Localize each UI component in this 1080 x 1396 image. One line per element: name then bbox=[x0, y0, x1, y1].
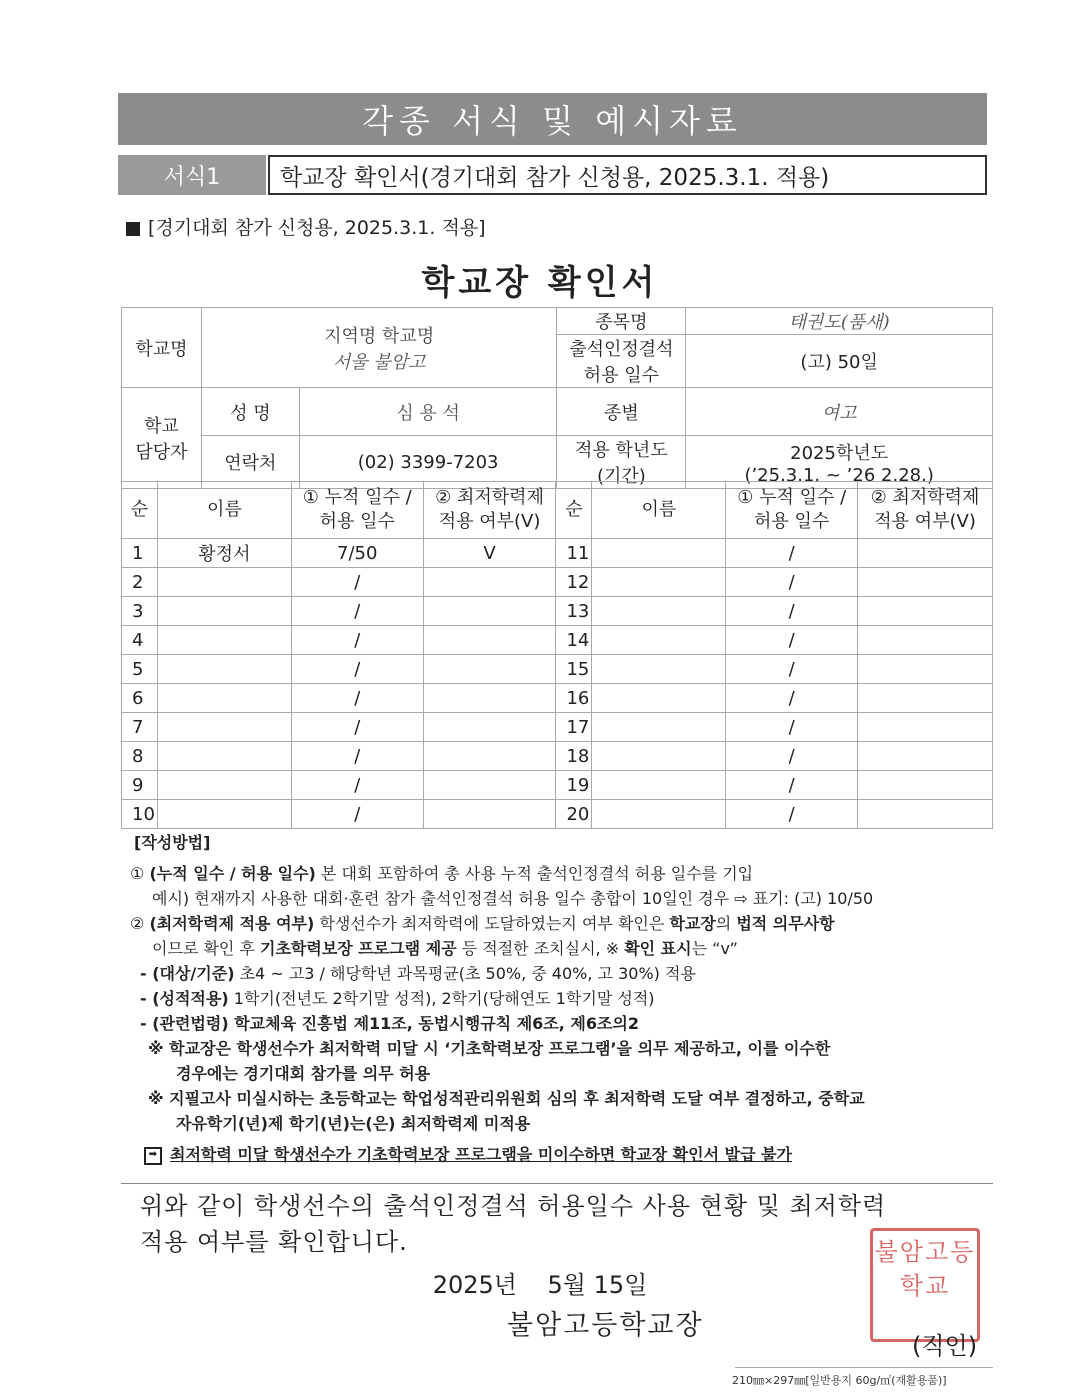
row-days: / bbox=[291, 626, 423, 655]
absence-label-line2: 허용 일수 bbox=[583, 365, 660, 386]
note-2-line2-b: 등 적절한 조치실시, ※ bbox=[456, 939, 625, 958]
note-2-text-a: 학생선수가 최저학력에 도달하였는지 여부 확인은 bbox=[314, 914, 670, 933]
row-no-right: 16 bbox=[556, 684, 592, 713]
table-row bbox=[122, 742, 993, 771]
detail-2-text: 1학기(전년도 2학기말 성적), 2학기(당해연도 1학기말 성적) bbox=[228, 989, 655, 1008]
row-name bbox=[157, 568, 291, 597]
note-2-b3: 기초학력보장 프로그램 제공 bbox=[260, 939, 457, 958]
year-label-line2: (기간) bbox=[596, 466, 646, 487]
row-no: 7 bbox=[122, 713, 158, 742]
row-min bbox=[423, 626, 556, 655]
row-no: 1 bbox=[122, 539, 158, 568]
row-min bbox=[423, 655, 556, 684]
table-row bbox=[122, 771, 993, 800]
note-2-line2-a: 이므로 확인 후 bbox=[152, 939, 260, 958]
header-min-right bbox=[858, 482, 993, 539]
row-name bbox=[157, 800, 291, 829]
row-days: / bbox=[291, 597, 423, 626]
header-min-line2: 적용 여부(V) bbox=[438, 511, 541, 532]
subtitle-text: [경기대회 참가 신청용, 2025.3.1. 적용] bbox=[148, 217, 486, 239]
row-min bbox=[423, 771, 556, 800]
row-name-right bbox=[592, 539, 726, 568]
table-header-row bbox=[122, 482, 993, 539]
header-days-line2: 허용 일수 bbox=[319, 511, 395, 532]
year-value-line1: 2025학년도 bbox=[790, 442, 889, 464]
row-min bbox=[423, 800, 556, 829]
row-name-right bbox=[592, 800, 726, 829]
note-2-mark: ② bbox=[130, 914, 145, 933]
detail-3: - (관련법령) 학교체육 진흥법 제11조, 동법시행규칙 제6조, 제6조의2 bbox=[140, 1014, 640, 1033]
note-2-b1: 학교장 bbox=[669, 914, 716, 933]
table-row bbox=[122, 713, 993, 742]
school-header: 지역명 학교명 bbox=[324, 325, 435, 347]
row-name-right bbox=[592, 771, 726, 800]
row-days-right: / bbox=[726, 771, 858, 800]
row-days: 7/50 bbox=[291, 539, 423, 568]
row-name-right bbox=[592, 597, 726, 626]
final-note-text: 최저학력 미달 학생선수가 기초학력보장 프로그램을 미이수하면 학교장 확인서 발급 불가 bbox=[170, 1145, 793, 1164]
school-value: 서울 불암고 bbox=[332, 351, 426, 373]
final-note bbox=[130, 1142, 990, 1167]
row-days-right: / bbox=[726, 655, 858, 684]
row-days: / bbox=[291, 771, 423, 800]
row-no: 5 bbox=[122, 655, 158, 684]
note-1-example: 예시) 현재까지 사용한 대회·훈련 참가 출석인정결석 허용 일수 총합이 10일인 경우 ⇨ 표기: (고) 10/50 bbox=[152, 889, 874, 908]
official-seal: 불암고등학교 bbox=[870, 1228, 980, 1342]
name-value: 심 용 석 bbox=[299, 388, 557, 436]
manager-label-line1: 학교 bbox=[144, 416, 179, 437]
year-value-line2: (’25.3.1. ~ ’26 2.28.) bbox=[744, 464, 934, 486]
row-no-right: 15 bbox=[556, 655, 592, 684]
row-days-right: / bbox=[726, 742, 858, 771]
row-no: 4 bbox=[122, 626, 158, 655]
row-min-right bbox=[858, 771, 993, 800]
form-number-label: 서식1 bbox=[118, 155, 266, 195]
detail-2 bbox=[130, 986, 990, 1011]
header-days bbox=[291, 482, 423, 539]
closing-line2: 적용 여부를 확인합니다. bbox=[140, 1228, 408, 1256]
student-table bbox=[121, 481, 993, 829]
row-no-right: 20 bbox=[556, 800, 592, 829]
absence-label-line1: 출석인정결석 bbox=[569, 339, 674, 360]
footer-divider bbox=[735, 1367, 993, 1368]
row-no-right: 14 bbox=[556, 626, 592, 655]
closing-statement bbox=[140, 1188, 990, 1260]
document-title: 학교장 확인서 bbox=[421, 263, 659, 303]
header-min-right-line2: 적용 여부(V) bbox=[874, 511, 976, 532]
note-1-mark: ① bbox=[130, 864, 145, 883]
table-row bbox=[122, 539, 993, 568]
row-name bbox=[157, 771, 291, 800]
row-days-right: / bbox=[726, 626, 858, 655]
header-min-line1: ② 최저학력제 bbox=[435, 487, 544, 508]
row-min-right bbox=[858, 655, 993, 684]
note-2-bold: (최저학력제 적용 여부) bbox=[149, 914, 315, 933]
row-no-right: 12 bbox=[556, 568, 592, 597]
absence-label bbox=[557, 335, 686, 388]
row-days: / bbox=[291, 742, 423, 771]
row-no: 3 bbox=[122, 597, 158, 626]
year-label-line1: 적용 학년도 bbox=[575, 440, 668, 461]
remark-1-line1: ※ 학교장은 학생선수가 최저학력 미달 시 ‘기초학력보장 프로그램’을 의무 제공하고, 이를 이수한 bbox=[148, 1039, 831, 1058]
arrow-box-icon: ➡ bbox=[144, 1147, 162, 1165]
paper-spec-footer: 210㎜×297㎜[일반용지 60g/㎡(재활용품)] bbox=[732, 1374, 947, 1387]
row-min bbox=[423, 684, 556, 713]
note-1-bold: (누적 일수 / 허용 일수) bbox=[149, 864, 316, 883]
table-row bbox=[122, 800, 993, 829]
remark-2-line1: ※ 지필고사 미실시하는 초등학교는 학업성적관리위원회 심의 후 최저학력 도달 여부 결정하고, 중학교 bbox=[148, 1089, 865, 1108]
note-2-b2: 법적 의무사항 bbox=[736, 914, 835, 933]
manager-label bbox=[122, 388, 202, 489]
row-no: 6 bbox=[122, 684, 158, 713]
header-days-line1: ① 누적 일수 / bbox=[302, 487, 412, 508]
info-table bbox=[121, 307, 993, 489]
row-days-right: / bbox=[726, 800, 858, 829]
row-days: / bbox=[291, 713, 423, 742]
row-min-right bbox=[858, 742, 993, 771]
note-2-b4: 확인 표시 bbox=[624, 939, 692, 958]
row-days-right: / bbox=[726, 684, 858, 713]
header-name-right: 이름 bbox=[592, 482, 726, 539]
row-days-right: / bbox=[726, 539, 858, 568]
divider bbox=[121, 1183, 993, 1184]
gender-label: 종별 bbox=[557, 388, 686, 436]
row-min-right bbox=[858, 713, 993, 742]
row-no: 8 bbox=[122, 742, 158, 771]
header-min-right-line1: ② 최저학력제 bbox=[870, 487, 980, 508]
row-days-right: / bbox=[726, 713, 858, 742]
manager-label-line2: 담당자 bbox=[135, 442, 188, 463]
row-name bbox=[157, 713, 291, 742]
note-2 bbox=[130, 911, 990, 936]
row-days-right: / bbox=[726, 597, 858, 626]
row-name bbox=[157, 655, 291, 684]
school-label: 학교명 bbox=[122, 308, 202, 388]
detail-2-bold: - (성적적용) bbox=[140, 989, 229, 1008]
row-name-right bbox=[592, 626, 726, 655]
row-days: / bbox=[291, 800, 423, 829]
sport-label: 종목명 bbox=[557, 308, 686, 335]
sport-value: 태권도(품새) bbox=[686, 308, 993, 335]
row-min-right bbox=[858, 684, 993, 713]
row-min bbox=[423, 713, 556, 742]
detail-1-text: 초4 ~ 고3 / 해당학년 과목평균(초 50%, 중 40%, 고 30%) 적용 bbox=[234, 964, 696, 983]
row-no: 2 bbox=[122, 568, 158, 597]
row-days: / bbox=[291, 655, 423, 684]
remark-2-line2: 자유학기(년)제 학기(년)는(은) 최저학력제 미적용 bbox=[176, 1114, 531, 1133]
gender-value: 여고 bbox=[686, 388, 993, 436]
row-name-right bbox=[592, 684, 726, 713]
note-2-line2 bbox=[130, 936, 990, 961]
row-min-right bbox=[858, 597, 993, 626]
row-min bbox=[423, 742, 556, 771]
row-name: 황정서 bbox=[157, 539, 291, 568]
instructions bbox=[130, 830, 990, 1167]
note-2-line2-c: 는 “v” bbox=[691, 939, 738, 958]
row-min-right bbox=[858, 800, 993, 829]
detail-1-bold: - (대상/기준) bbox=[140, 964, 235, 983]
absence-value: (고) 50일 bbox=[686, 335, 993, 388]
note-1-text: 본 대회 포함하여 총 사용 누적 출석인정결석 허용 일수를 기입 bbox=[315, 864, 754, 883]
row-days: / bbox=[291, 568, 423, 597]
row-min bbox=[423, 597, 556, 626]
instructions-heading: [작성방법] bbox=[134, 833, 211, 852]
row-name bbox=[157, 597, 291, 626]
remark-1-line2: 경우에는 경기대회 참가를 의무 허용 bbox=[176, 1064, 431, 1083]
name-label: 성 명 bbox=[201, 388, 299, 436]
form-title: 학교장 확인서(경기대회 참가 신청용, 2025.3.1. 적용) bbox=[268, 155, 987, 195]
header-days-right-line1: ① 누적 일수 / bbox=[737, 487, 847, 508]
school-cell bbox=[201, 308, 557, 388]
row-min-right bbox=[858, 626, 993, 655]
table-row bbox=[122, 568, 993, 597]
row-name-right bbox=[592, 742, 726, 771]
square-bullet-icon bbox=[126, 222, 140, 236]
row-name bbox=[157, 626, 291, 655]
principal-name: 불암고등학교장 bbox=[507, 1310, 704, 1341]
table-row bbox=[122, 655, 993, 684]
issue-date: 2025년 5월 15일 bbox=[432, 1271, 648, 1299]
row-min-right bbox=[858, 568, 993, 597]
row-name-right bbox=[592, 713, 726, 742]
row-no: 10 bbox=[122, 800, 158, 829]
row-no-right: 11 bbox=[556, 539, 592, 568]
row-min-right bbox=[858, 539, 993, 568]
note-1 bbox=[130, 861, 990, 886]
row-name bbox=[157, 684, 291, 713]
note-2-text-b: 의 bbox=[715, 914, 737, 933]
banner-title: 각종 서식 및 예시자료 bbox=[118, 93, 987, 145]
table-row bbox=[122, 597, 993, 626]
table-row bbox=[122, 626, 993, 655]
seal-label: (직인) bbox=[912, 1332, 978, 1360]
subtitle bbox=[126, 213, 486, 240]
header-no: 순 bbox=[122, 482, 158, 539]
header-days-right-line2: 허용 일수 bbox=[754, 511, 830, 532]
row-days-right: / bbox=[726, 568, 858, 597]
row-no-right: 13 bbox=[556, 597, 592, 626]
contact-label: 연락처 bbox=[201, 436, 299, 489]
row-min bbox=[423, 568, 556, 597]
header-min bbox=[423, 482, 556, 539]
row-no: 9 bbox=[122, 771, 158, 800]
row-days: / bbox=[291, 684, 423, 713]
row-no-right: 18 bbox=[556, 742, 592, 771]
row-no-right: 19 bbox=[556, 771, 592, 800]
table-row bbox=[122, 684, 993, 713]
detail-1 bbox=[130, 961, 990, 986]
header-no-right: 순 bbox=[556, 482, 592, 539]
row-name-right bbox=[592, 568, 726, 597]
closing-line1: 위와 같이 학생선수의 출석인정결석 허용일수 사용 현황 및 최저학력 bbox=[140, 1192, 887, 1220]
header-days-right bbox=[726, 482, 858, 539]
row-name-right bbox=[592, 655, 726, 684]
row-no-right: 17 bbox=[556, 713, 592, 742]
row-min: V bbox=[423, 539, 556, 568]
contact-value: (02) 3399-7203 bbox=[299, 436, 557, 489]
row-name bbox=[157, 742, 291, 771]
header-name: 이름 bbox=[157, 482, 291, 539]
